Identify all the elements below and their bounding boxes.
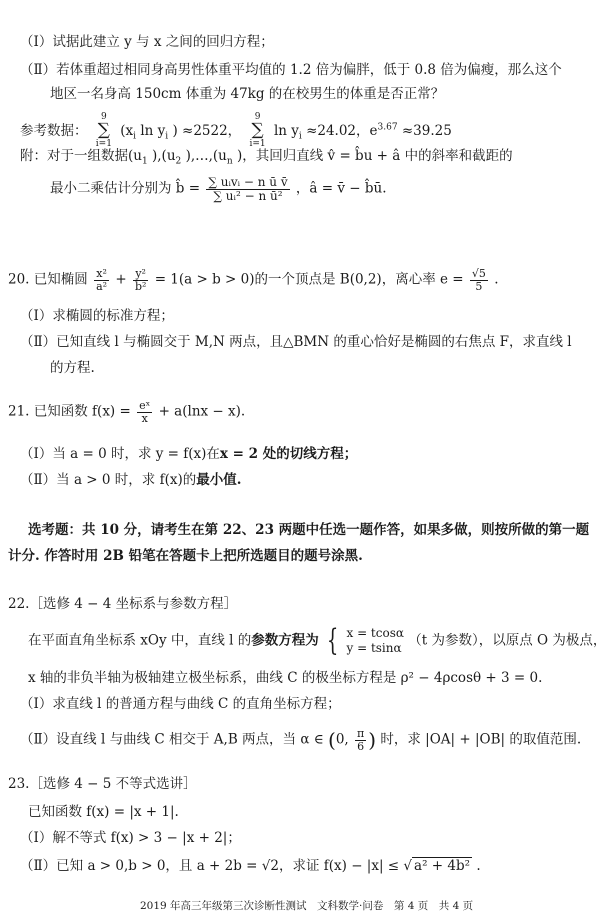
q20-part1: （Ⅰ）求椭圆的标准方程；: [20, 308, 174, 324]
q20-stem: 20. 已知椭圆 $\frac{\text{x²}}{\text{a²}}$ + $\frac{\text{y²}}{\text{b²}}$ = 1(a > b > 0)的一个顶点是 B(0,2)，离心率 e = $\frac{√5}{5}$ .: [8, 267, 499, 293]
q21-part1: （Ⅰ）当 a = 0 时，求 y = f(x)在x = 2 处的切线方程；: [20, 446, 358, 462]
sum-symbol: ∑: [251, 120, 264, 141]
q22-part2: （Ⅱ）设直线 l 与曲线 C 相交于 A,B 两点，当 α ∈ (0, $\frac{\pi}{6}$ ) 时，求 |OA| + |OB| 的取值范围.: [20, 727, 582, 753]
ref-value1: ) ≈2522，: [172, 122, 242, 139]
left-brace: {: [326, 623, 339, 658]
q21-part2: （Ⅱ）当 a > 0 时，求 f(x)的最小值.: [20, 472, 242, 488]
q19-part2-line2: 地区一名身高 150cm 体重为 47kg 的在校男生的体重是否正常？: [50, 86, 445, 102]
ref-value2: ≈24.02，e: [306, 122, 378, 139]
reference-data: 参考数据： 9 ∑ i=1 ($x_i$ $\ln y_i$ ) ≈2522， 9 ∑ i=1 $\ln y_i \approx 24.02$，$e^{3.67} \approx 39.25$: [20, 112, 452, 150]
q21-stem: 21. 已知函数 f(x) = $\frac{\text{eˣ}}{x}$ + a(lnx − x).: [8, 399, 246, 425]
q19-part2-line1: （Ⅱ）若体重超过相同身高男性体重平均值的 1.2 倍为偏胖，低于 0.8 倍为偏瘦，那么这个: [20, 62, 562, 78]
sqrt-expression: a² + 4b²: [414, 858, 471, 874]
sum-upper-limit: 9: [254, 112, 261, 122]
sum-lower-limit: i=1: [249, 139, 266, 150]
elective-instruction-line2: 计分. 作答时用 2B 铅笔在答题卡上把所选题目的题号涂黑.: [8, 548, 363, 564]
slope-fraction: [206, 176, 289, 202]
sum-symbol: ∑: [97, 120, 110, 141]
reference-label: 参考数据：: [20, 122, 88, 139]
q22-stem-line2: x 轴的非负半轴为极轴建立极坐标系，曲线 C 的极坐标方程是 ρ² − 4ρcosθ + 3 = 0.: [28, 670, 543, 686]
q23-title: 23.［选修 4 − 5 不等式选讲］: [8, 776, 197, 792]
ref-value3: ≈39.25: [401, 122, 452, 139]
q22-stem-line1: 在平面直角坐标系 xOy 中，直线 l 的参数方程为 { x = tcosα y = tsinα （t 为参数），以原点 O 为极点，: [28, 623, 607, 658]
q22-title: 22.［选修 4 − 4 坐标系与参数方程］: [8, 596, 238, 612]
slope-numerator: ∑ uᵢvᵢ − n ū v̄: [208, 175, 288, 189]
parametric-system: x = tcosα y = tsinα: [346, 626, 404, 655]
sum-upper-limit: 9: [101, 112, 107, 122]
ref-sum1-term: (x: [120, 122, 134, 139]
page-footer: 2019 年高三年级第三次诊断性测试 文科数学·问卷 第 4 页 共 4 页: [140, 900, 474, 912]
note-line2: 最小二乘估计分别为 b̂ = $\frac{\text{∑ uᵢvᵢ − n ū v̄}}{\text{∑ uᵢ² − n ū²}}$ ，â = v̄ − b̂ū.: [50, 175, 387, 203]
exponent: 3.67: [377, 122, 398, 133]
q23-part2: （Ⅱ）已知 a > 0,b > 0，且 a + 2b = √2，求证 f(x) − |x| ≤ √ a² + 4b² .: [20, 858, 481, 874]
note-line1: 附：对于一组数据($u_1$ )$,(u_2$ )$,\dots,(u_n$ )，其回归直线 v̂ = b̂u + â 中的斜率和截距的: [20, 148, 513, 167]
q23-part1: （Ⅰ）解不等式 f(x) > 3 − |x + 2|；: [20, 830, 241, 846]
q23-stem: 已知函数 f(x) = |x + 1|.: [28, 804, 179, 820]
q22-part1: （Ⅰ）求直线 l 的普通方程与曲线 C 的直角坐标方程；: [20, 696, 341, 712]
ref-sum1-log: ln y: [140, 122, 166, 139]
q19-part1: （Ⅰ）试据此建立 y 与 x 之间的回归方程；: [20, 34, 274, 50]
ref-sum2-term: ln y: [273, 122, 299, 139]
sum-lower-limit: i=1: [95, 139, 112, 150]
elective-instruction-line1: 选考题：共 10 分，请考生在第 22、23 两题中任选一题作答，如果多做，则按所做的第一题: [28, 522, 590, 538]
q20-part2-line1: （Ⅱ）已知直线 l 与椭圆交于 M,N 两点，且△BMN 的重心恰好是椭圆的右焦点 F，求直线 l: [20, 334, 572, 350]
q20-part2-line2: 的方程.: [50, 360, 95, 376]
slope-denominator: ∑ uᵢ² − n ū²: [206, 189, 289, 203]
